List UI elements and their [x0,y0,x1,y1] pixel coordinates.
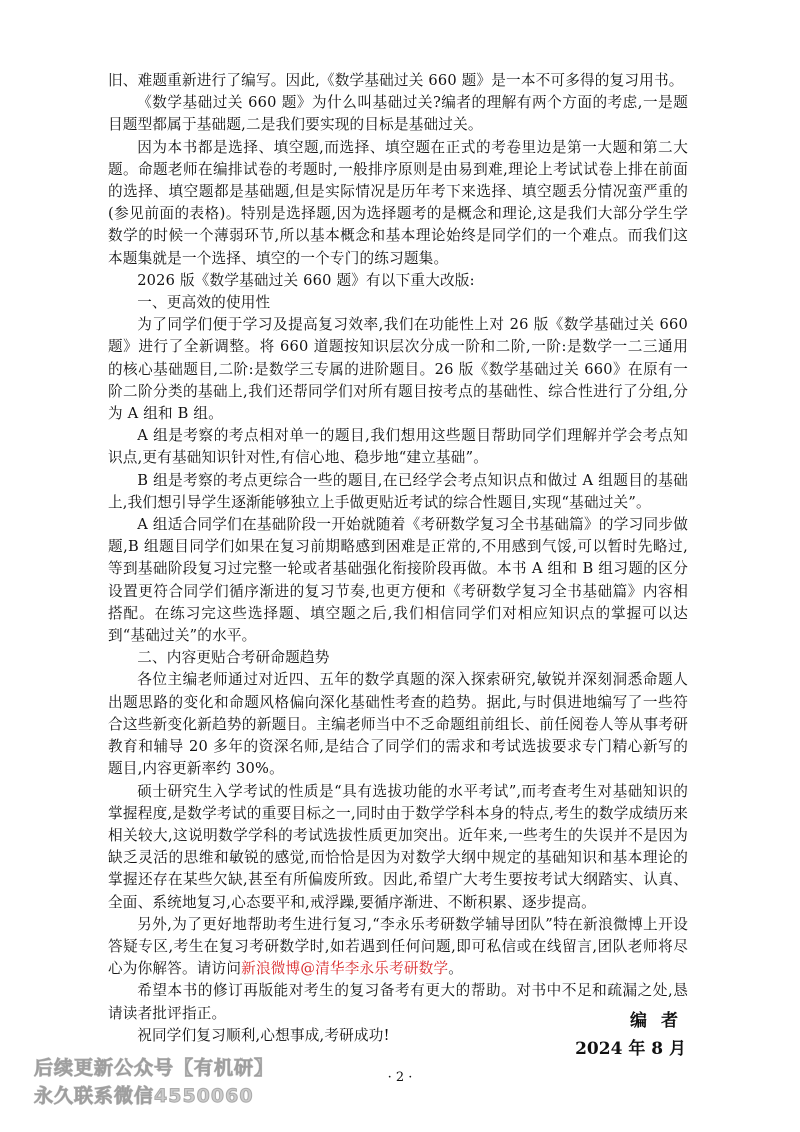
paragraph-7: B 组是考察的考点更综合一些的题目,在已经学会考点知识点和做过 A 组题目的基础上,我们想引导学生逐渐能够独立上手做更贴近考试的综合性题目,实现“基础过关”。 [108,471,688,511]
paragraph-2: 《数学基础过关 660 题》为什么叫基础过关?编者的理解有两个方面的考虑,一是题目题型都属于基础题,二是我们要实现的目标是基础过关。 [108,94,688,134]
section-heading-1: 一、更高效的使用性 [137,294,271,312]
closing-paragraph: 希望本书的修订再版能对考生的复习备考有更大的帮助。对书中不足和疏漏之处,恳请读者批评指正。 [108,982,688,1022]
paragraph-3: 因为本书都是选择、填空题,而选择、填空题在正式的考卷里边是第一大题和第二大题。命题老师在编排试卷的考题时,一般排序原则是由易到难,理论上考试试卷上排在前面的选择、填空题都是基础题,但是实际情况是历年考下来选择、填空题丢分情况蛮严重的(参见前面的表格)。特别是选择题,因为选择题考的是概念和理论,这是我们大部分学生学数学的时候一个薄弱环节,所以基本概念和基本理论始终是同学们的一个难点。而我们这本题集就是一个选择、填空的一个专门的练习题集。 [108,138,688,267]
preface-body [108,70,688,1047]
watermark [34,1054,274,1110]
watermark-line-1: 后续更新公众号【有机研】 [34,1057,275,1079]
wishes-paragraph: 祝同学们复习顺利,心想事成,考研成功! [137,1026,390,1044]
contact-period: 。 [448,960,464,978]
signature-date: 2024 年 8 月 [575,1039,686,1059]
paragraph-1: 旧、难题重新进行了编写。因此,《数学基础过关 660 题》是一本不可多得的复习用书。 [108,72,684,89]
editor-label: 编者 [630,1011,692,1031]
signature-block [575,1007,692,1063]
watermark-line-2: 永久联系微信4550060 [34,1085,254,1107]
paragraph-9: 各位主编老师通过对近四、五年的数学真题的深入探索研究,敏锐并深刻洞悉命题人出题思路的变化和命题风格偏向深化基础性考查的趋势。据此,与时俱进地编写了一些符合这些新变化新趋势的新题目。主编老师当中不乏命题组前组长、前任阅卷人等从事考研教育和辅导 20 多年的资深名师,是结合了同学们的需求和考试选拔要求专门精心新写的题目,内容更新率约 30%。 [108,671,688,778]
paragraph-5: 为了同学们便于学习及提高复习效率,我们在功能性上对 26 版《数学基础过关 660 题》进行了全新调整。将 660 道题按知识层次分成一阶和二阶,一阶:是数学一二三通用的核心基础题目,二阶:是数学三专属的进阶题目。26 版《数学基础过关 660》在原有一阶二阶分类的基础上,我们还帮同学们对所有题目按考点的基础性、综合性进行了分组,分为 A 组和 B 组。 [108,316,688,423]
section-heading-2: 二、内容更贴合考研命题趋势 [137,649,330,667]
contact-text: 另外,为了更好地帮助考生进行复习,“李永乐考研数学辅导团队”特在新浪微博上开设答疑专区,考生在复习考研数学时,如若遇到任何问题,即可私信或在线留言,团队老师将尽心为你解答。请访问 [108,915,688,978]
paragraph-8: A 组适合同学们在基础阶段一开始就随着《考研数学复习全书基础篇》的学习同步做题,B 组题目同学们如果在复习前期略感到困难是正常的,不用感到气馁,可以暂时先略过,等到基础阶段复习过完整一轮或者基础强化衔接阶段再做。本书 A 组和 B 组习题的区分设置更符合同学们循序渐进的复习节奏,也更方便和《考研数学复习全书基础篇》内容相搭配。在练习完这些选择题、填空题之后,我们相信同学们对相应知识点的掌握可以达到“基础过关”的水平。 [108,516,688,645]
page-number: · 2 · [387,1070,413,1085]
weibo-link[interactable]: 新浪微博@清华李永乐考研数学 [241,960,449,978]
paragraph-4: 2026 版《数学基础过关 660 题》有以下重大改版: [137,271,475,289]
paragraph-10: 硕士研究生入学考试的性质是“具有选拔功能的水平考试”,而考查考生对基础知识的掌握程度,是数学考试的重要目标之一,同时由于数学学科本身的特点,考生的数学成绩历来相关较大,这说明数学学科的考试选拔性质更加突出。近年来,一些考生的失误并不是因为缺乏灵活的思维和敏锐的感觉,而恰恰是因为对数学大纲中规定的基础知识和基本理论的掌握还存在某些欠缺,甚至有所偏废所致。因此,希望广大考生要按考试大纲踏实、认真、全面、系统地复习,心态要平和,戒浮躁,要循序渐进、不断积累、逐步提高。 [108,782,688,911]
paragraph-6: A 组是考察的考点相对单一的题目,我们想用这些题目帮助同学们理解并学会考点知识点,更有基础知识针对性,有信心地、稳步地“建立基础”。 [108,427,688,467]
contact-paragraph [108,914,688,981]
